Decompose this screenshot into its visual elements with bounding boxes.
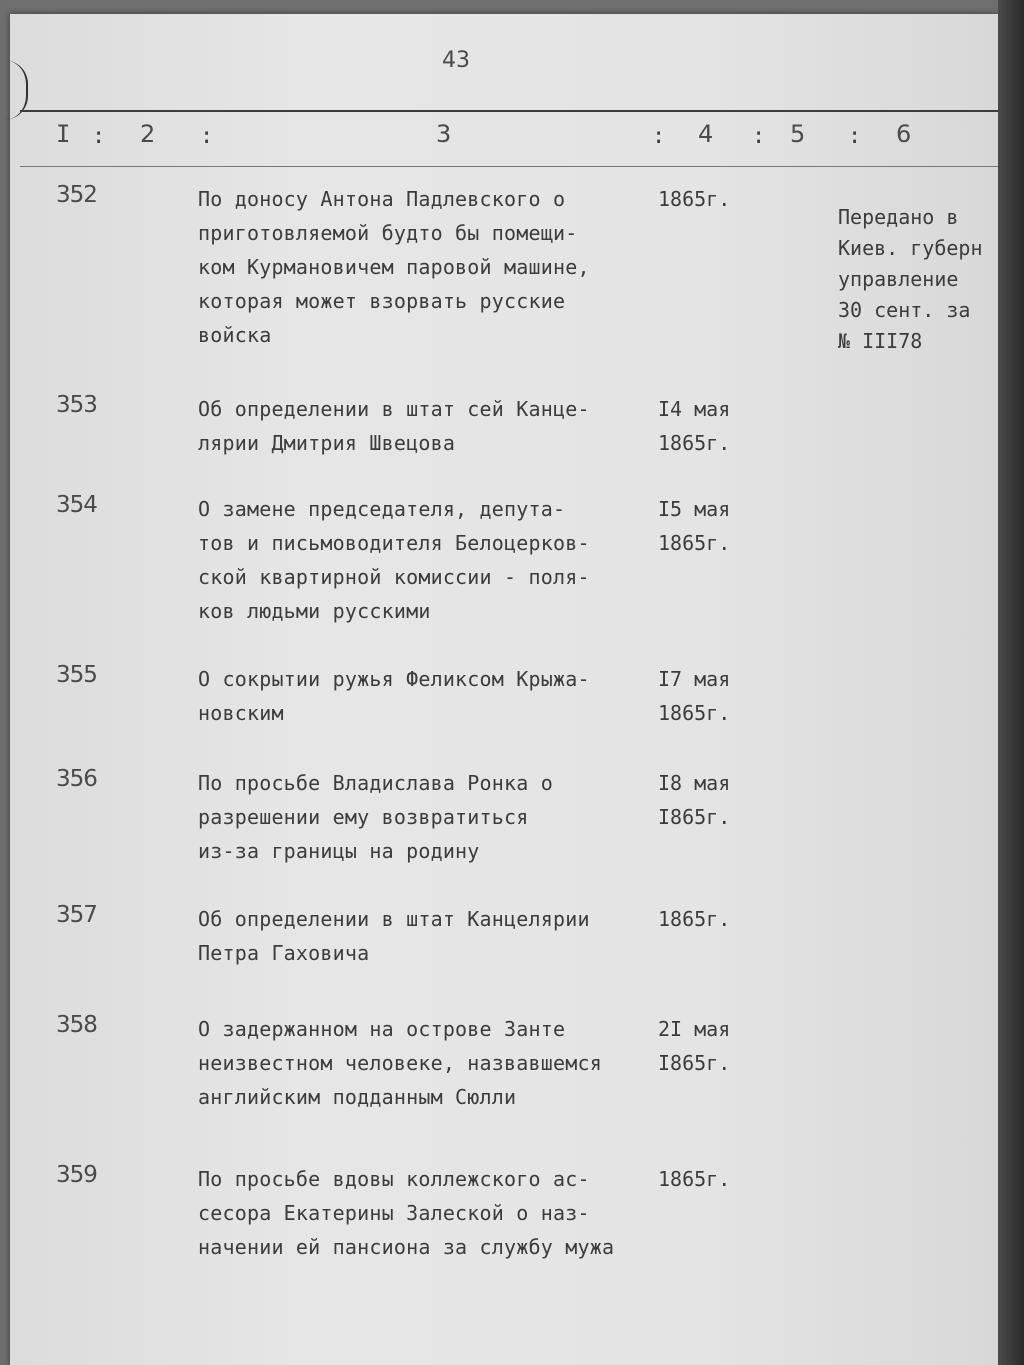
entry-date: I4 мая 1865г. bbox=[658, 397, 731, 455]
column-number-5: 5 bbox=[790, 120, 806, 148]
entry-description: Об определении в штат сей Канце- лярии Дмитрия Швецова bbox=[198, 397, 590, 455]
page-number: 43 bbox=[442, 48, 470, 73]
header-rule-bottom bbox=[20, 166, 1010, 167]
entry-date: I8 мая I865г. bbox=[658, 771, 731, 829]
document-page bbox=[10, 14, 998, 1365]
entry-date: I5 мая 1865г. bbox=[658, 497, 731, 555]
column-separator: : bbox=[200, 124, 214, 149]
column-separator: : bbox=[848, 124, 862, 149]
entry-description: По просьбе Владислава Ронка о разрешении ему возвратиться из-за границы на родину bbox=[198, 771, 553, 863]
column-separator: : bbox=[652, 124, 666, 149]
entry-note: Передано в Киев. губерн управление 30 сент. за № III78 bbox=[838, 205, 983, 353]
entry-date: 2I мая I865г. bbox=[658, 1017, 731, 1075]
entry-date: 1865г. bbox=[658, 907, 731, 931]
entry-description: По доносу Антона Падлевского о приготовляемой будто бы помещи- ком Курмановичем паровой машине, которая может взорвать русские войска bbox=[198, 187, 590, 347]
entry-number: 357 bbox=[56, 902, 97, 928]
entry-date: 1865г. bbox=[658, 1167, 731, 1191]
entry-description: О задержанном на острове Занте неизвестном человеке, назвавшемся английским подданным Сюлли bbox=[198, 1017, 602, 1109]
page-edge-shadow bbox=[998, 0, 1024, 1365]
entry-description: Об определении в штат Канцелярии Петра Гаховича bbox=[198, 907, 590, 965]
column-number-1: I bbox=[56, 120, 71, 148]
column-separator: : bbox=[92, 124, 106, 149]
entry-number: 358 bbox=[56, 1012, 97, 1038]
column-number-3: 3 bbox=[436, 120, 452, 148]
entry-number: 354 bbox=[56, 492, 97, 518]
column-separator: : bbox=[752, 124, 766, 149]
header-rule-top bbox=[20, 110, 1010, 112]
entry-number: 355 bbox=[56, 662, 97, 688]
column-number-2: 2 bbox=[140, 120, 156, 148]
column-number-6: 6 bbox=[896, 120, 912, 148]
entry-number: 353 bbox=[56, 392, 97, 418]
entry-description: По просьбе вдовы коллежского ас- сесора Екатерины Залеской о наз- начении ей пансиона за службу мужа bbox=[198, 1167, 615, 1259]
entry-number: 359 bbox=[56, 1162, 97, 1188]
entry-date: 1865г. bbox=[658, 187, 731, 211]
entry-description: О замене председателя, депута- тов и письмоводителя Белоцерков- ской квартирной комиссии - поля- ков людьми русскими bbox=[198, 497, 590, 623]
entry-number: 352 bbox=[56, 182, 97, 208]
column-number-4: 4 bbox=[698, 120, 714, 148]
entry-description: О сокрытии ружья Феликсом Крыжа- новским bbox=[198, 667, 590, 725]
entry-date: I7 мая 1865г. bbox=[658, 667, 731, 725]
entry-number: 356 bbox=[56, 766, 97, 792]
